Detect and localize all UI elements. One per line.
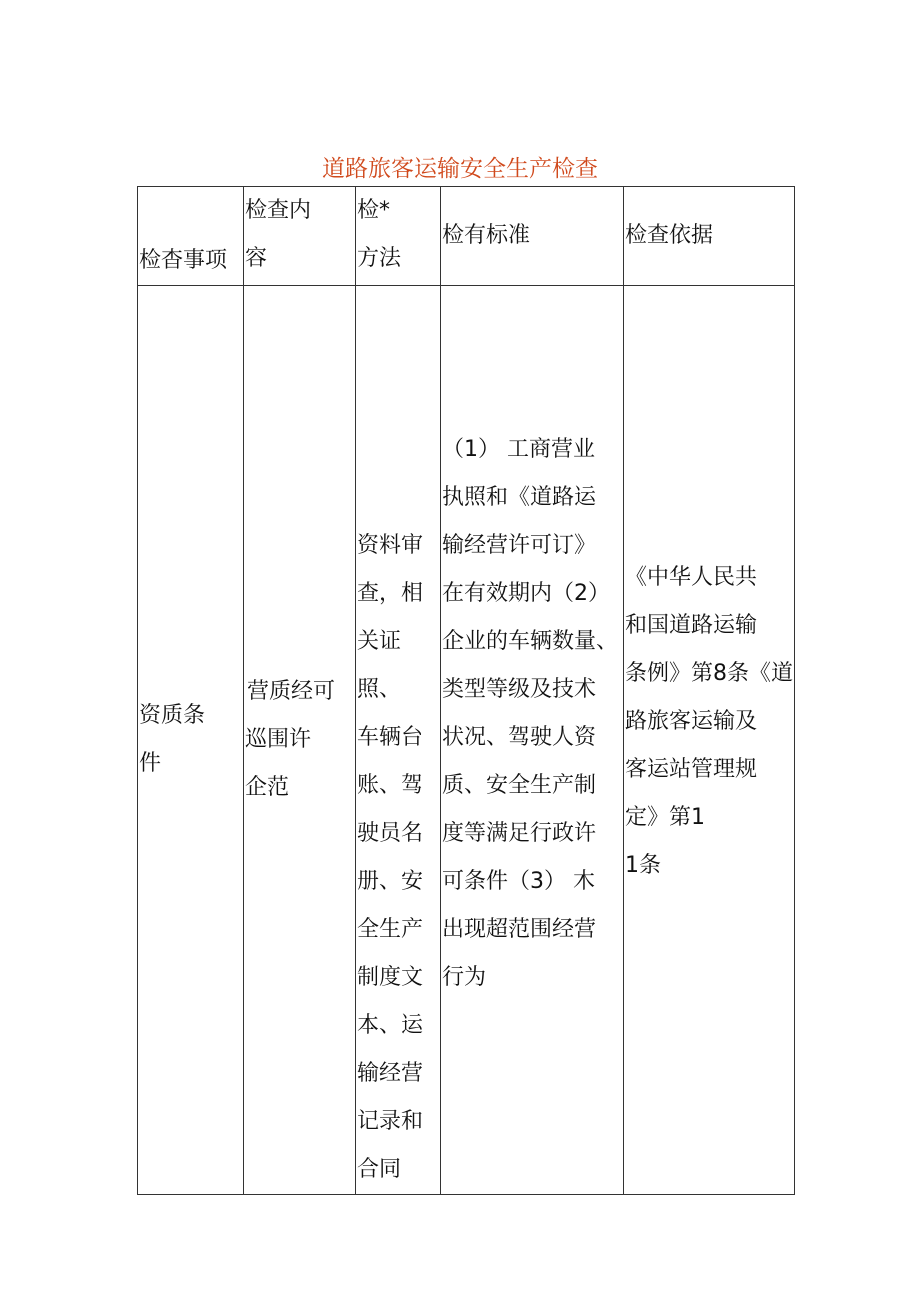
header-content-text: 检查内 容 [245,198,312,271]
row-standard [441,286,624,1195]
header-content [244,187,356,286]
row-content [244,286,356,1195]
header-method [356,187,441,286]
header-item-text: 检杳事项 [139,248,228,273]
row-method [356,286,441,1195]
header-basis-text: 检查依据 [625,223,714,248]
row-standard-text: （1） 工商营业 执照和《道路运 输经营许可订》 在有效期内（2） 企业的车辆数量、 类型等级及技术 状况、驾驶人资 质、安全生产制 度等满足行政许 可条件（3） 木 出现超范围经营 行为 [442,437,619,990]
row-content-text: 营质经可 巡围许 企范 [245,679,336,800]
row-method-text: 资料审 查，相 关证照、 车辆台 账、驾 驶员名 册、安 全生产 制度文 本、运 输经营 记录和 合同 [357,533,424,1182]
header-method-text: 检* 方法 [357,198,402,271]
page-title: 道路旅客运输安全生产检查 [322,156,598,182]
header-standard-text: 检有标准 [442,223,531,248]
header-standard [441,187,624,286]
table-row [138,286,795,1195]
table-header-row [138,187,795,286]
row-item [138,286,244,1195]
inspection-table [137,186,795,1195]
header-basis [624,187,795,286]
header-item [138,187,244,286]
row-basis-text: 《中华人民共 和国道路运输 条例》第8条《道 路旅客运输及 客运站管理规 定》第1 1条 [625,565,793,878]
row-basis [624,286,795,1195]
row-item-text: 资质条 件 [139,703,206,776]
